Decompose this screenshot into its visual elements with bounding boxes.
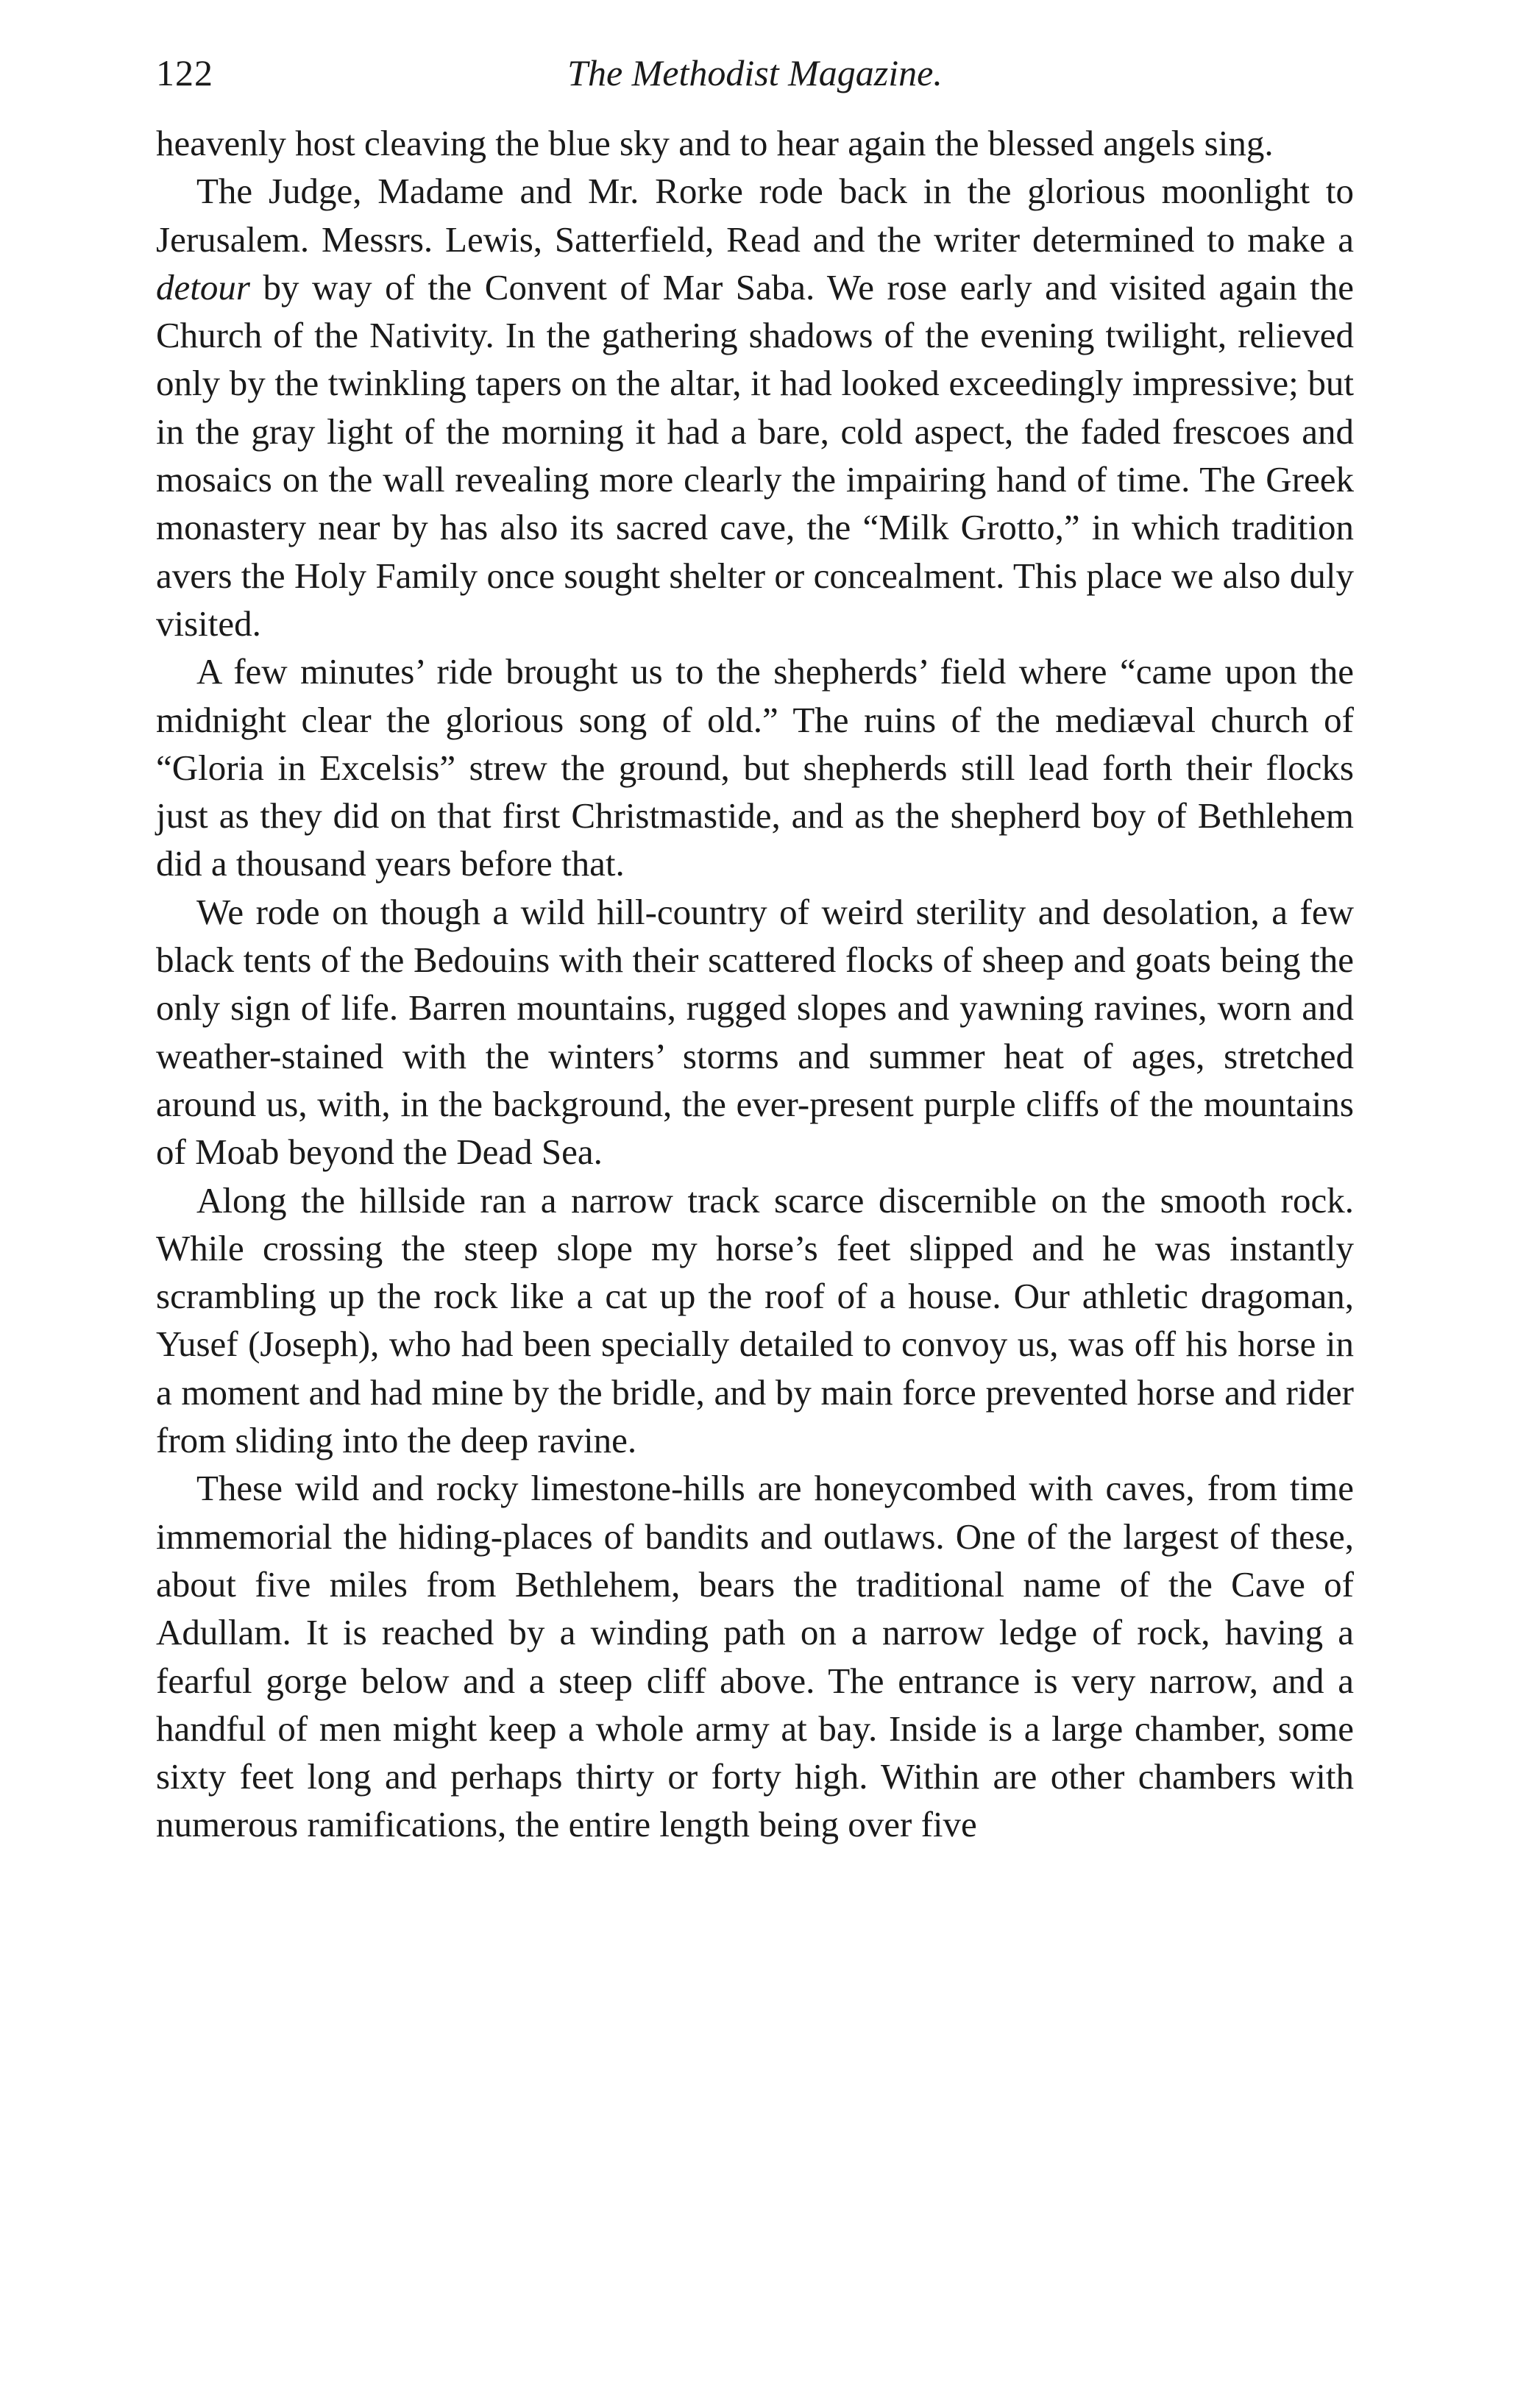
paragraph-5: Along the hillside ran a narrow track scarce discernible on the smooth rock. While crossing the steep slope my horse’s feet slipped and he was instantly scrambling up the rock like a cat up the roof of a house. Our athletic dragoman, Yusef (Joseph), who had been specially detailed to convoy us, was off his horse in a moment and had mine by the bridle, and by main force prevented horse and rider from sliding into the deep ravine. — [156, 1179, 1354, 1461]
paragraph-4: We rode on though a wild hill-country of weird sterility and desolation, a few black tents of the Bedouins with their scattered flocks of sheep and goats being the only sign of life. Barren mountains, rugged slopes and yawning ravines, worn and weather-stained with the winters’ storms and summer heat of ages, stretched around us, with, in the background, the ever-present purple cliffs of the mountains of Moab beyond the Dead Sea. — [156, 891, 1354, 1173]
running-title: The Methodist Magazine. — [567, 52, 943, 93]
paragraph-6: These wild and rocky limestone-hills are honeycombed with caves, from time immemorial the hiding-places of bandits and outlaws. One of the largest of these, about five miles from Bethlehem, bears the traditional name of the Cave of Adullam. It is reached by a winding path on a narrow ledge of rock, having a fearful gorge below and a steep cliff above. The entrance is very narrow, and a handful of men might keep a whole army at bay. Inside is a large chamber, some sixty feet long and perhaps thirty or forty high. Within are other chambers with numerous ramifications, the entire length being over five — [156, 1468, 1354, 1845]
running-head — [156, 38, 1354, 119]
body-text — [156, 119, 1354, 1849]
paragraph-2 — [156, 167, 1354, 647]
paragraph-2-emphasis: detour — [156, 266, 250, 308]
paragraph-3: A few minutes’ ride brought us to the shepherds’ field where “came upon the midnight clear the glorious song of old.” The ruins of the mediæval church of “Gloria in Excelsis” strew the ground, but shepherds still lead forth their flocks just as they did on that first Christmastide, and as the shepherd boy of Bethlehem did a thousand years before that. — [156, 651, 1354, 884]
paragraph-1: heavenly host cleaving the blue sky and to hear again the blessed angels sing. — [156, 123, 1274, 163]
paragraph-2-text-after: by way of the Convent of Mar Saba. We rose early and visited again the Church of the Nativity. In the gathering shadows of the evening twilight, relieved only by the twinkling tapers on the altar, it had looked exceedingly impressive; but in the gray light of the morning it had a bare, cold aspect, the faded frescoes and mosaics on the wall revealing more clearly the impairing hand of time. The Greek monastery near by has also its sacred cave, the “Milk Grotto,” in which tradition avers the Holy Family once sought shelter or concealment. This place we also duly visited. — [156, 266, 1354, 644]
paragraph-2-text: The Judge, Madame and Mr. Rorke rode back in the glorious moonlight to Jerusalem. Messrs. Lewis, Satterfield, Read and the writer determined to make a — [156, 171, 1354, 260]
page-number: 122 — [156, 52, 213, 93]
magazine-page — [156, 38, 1354, 1849]
